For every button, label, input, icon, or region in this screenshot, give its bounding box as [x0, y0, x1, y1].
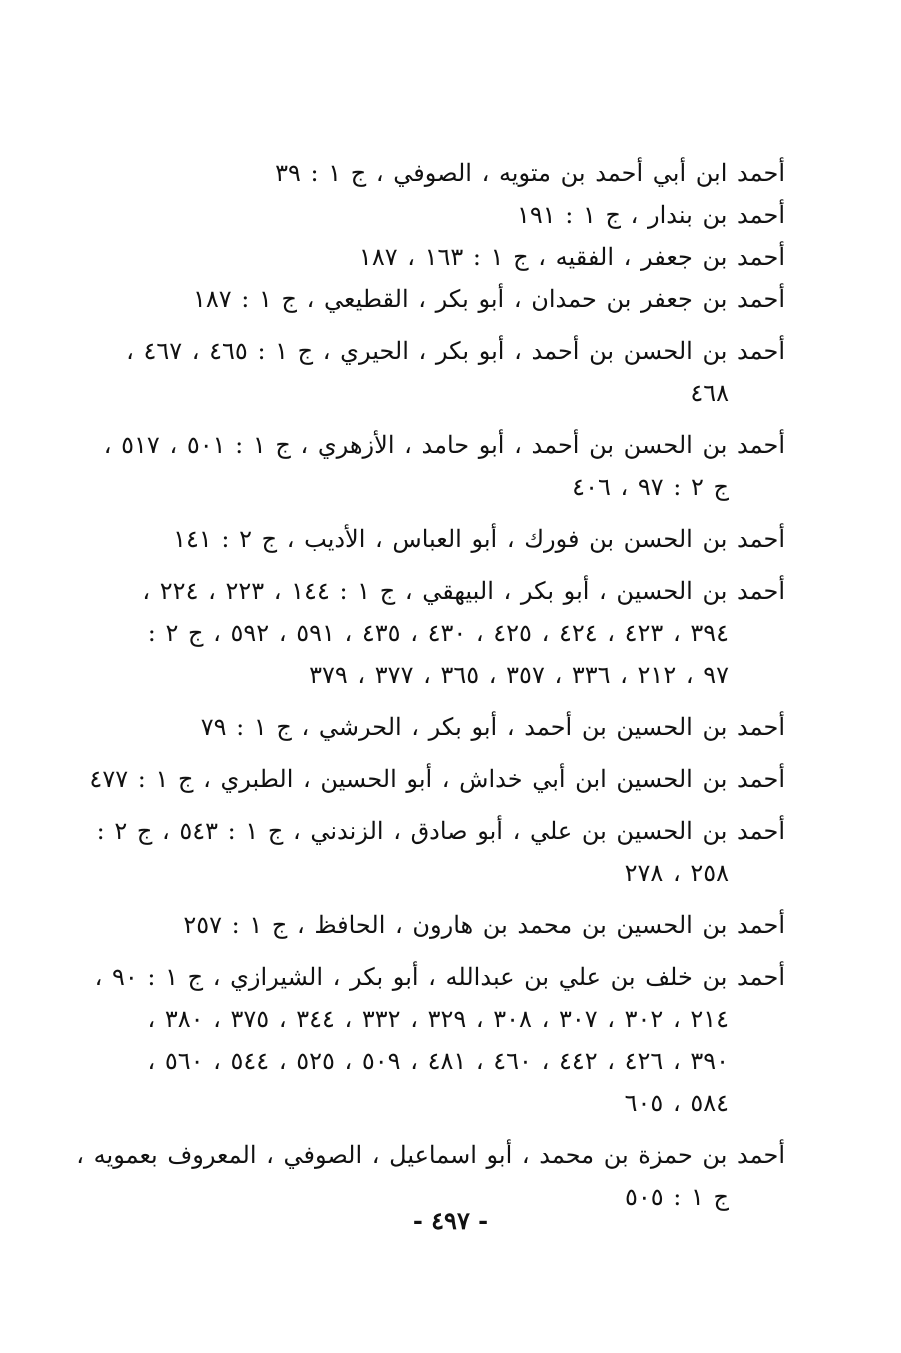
entry-heading-line: أحمد بن الحسين ، أبو بكر ، البيهقي ، ج ١ : ١٤٤ ، ٢٢٣ ، ٢٢٤ ،	[142, 577, 785, 605]
entry-continuation-line: ٢٥٨ ، ٢٧٨	[624, 859, 729, 887]
entry-continuation-line: ٣٩٠ ، ٤٢٦ ، ٤٤٢ ، ٤٦٠ ، ٤٨١ ، ٥٠٩ ، ٥٢٥ ، ٥٤٤ ، ٥٦٠ ،	[147, 1047, 729, 1075]
entry-continuation-line: ٤٦٨	[690, 379, 729, 407]
entry-continuation-line: ج ٢ : ٩٧ ، ٤٠٦	[572, 473, 729, 501]
entry-heading-line: أحمد بن خلف بن علي بن عبدالله ، أبو بكر ، الشيرازي ، ج ١ : ٩٠ ،	[94, 963, 785, 991]
entry-spacer	[130, 1124, 785, 1134]
entry-heading-line: أحمد بن جعفر بن حمدان ، أبو بكر ، القطيعي ، ج ١ : ١٨٧	[192, 285, 785, 313]
index-entry	[130, 904, 785, 946]
entry-heading-line: أحمد بن الحسن بن أحمد ، أبو بكر ، الحيري ، ج ١ : ٤٦٥ ، ٤٦٧ ،	[126, 337, 785, 365]
entry-heading-line: أحمد بن الحسن بن فورك ، أبو العباس ، الأديب ، ج ٢ : ١٤١	[173, 525, 785, 553]
entry-heading-line: أحمد بن الحسن بن أحمد ، أبو حامد ، الأزهري ، ج ١ : ٥٠١ ، ٥١٧ ،	[103, 431, 785, 459]
entry-spacer	[130, 320, 785, 330]
entry-spacer	[130, 508, 785, 518]
entry-continuation-line: ٣٩٤ ، ٤٢٣ ، ٤٢٤ ، ٤٢٥ ، ٤٣٠ ، ٤٣٥ ، ٥٩١ ، ٥٩٢ ، ج ٢ :	[147, 619, 729, 647]
entry-continuation-line: ٩٧ ، ٢١٢ ، ٣٣٦ ، ٣٥٧ ، ٣٦٥ ، ٣٧٧ ، ٣٧٩	[309, 661, 729, 689]
entry-spacer	[130, 894, 785, 904]
index-entry	[89, 758, 785, 800]
page-number: - ٤٩٧ -	[412, 1206, 489, 1235]
entry-continuation-line: ٥٨٤ ، ٦٠٥	[624, 1089, 729, 1117]
index-entry	[130, 194, 785, 236]
entry-heading-line: أحمد بن جعفر ، الفقيه ، ج ١ : ١٦٣ ، ١٨٧	[358, 243, 785, 271]
index-entry	[130, 236, 785, 278]
entry-heading-line: أحمد بن الحسين بن علي ، أبو صادق ، الزندني ، ج ١ : ٥٤٣ ، ج ٢ :	[96, 817, 785, 845]
entry-spacer	[130, 696, 785, 706]
entry-heading-line: أحمد بن حمزة بن محمد ، أبو اسماعيل ، الصوفي ، المعروف بعمويه ،	[76, 1141, 785, 1169]
entry-continuation-line: ج ١ : ٥٠٥	[624, 1183, 729, 1211]
index-entries	[76, 152, 785, 1228]
entry-spacer	[130, 748, 785, 758]
index-entry	[103, 424, 785, 508]
entry-spacer	[130, 560, 785, 570]
entry-continuation-line: ٢١٤ ، ٣٠٢ ، ٣٠٧ ، ٣٠٨ ، ٣٢٩ ، ٣٣٢ ، ٣٤٤ ، ٣٧٥ ، ٣٨٠ ،	[147, 1005, 729, 1033]
entry-spacer	[130, 800, 785, 810]
index-entry	[130, 518, 785, 560]
entry-spacer	[130, 946, 785, 956]
index-entry	[130, 278, 785, 320]
index-entry	[126, 330, 785, 414]
index-entry	[130, 152, 785, 194]
entry-heading-line: أحمد بن الحسين بن أحمد ، أبو بكر ، الحرشي ، ج ١ : ٧٩	[200, 713, 785, 741]
entry-heading-line: أحمد بن الحسين ابن أبي خداش ، أبو الحسين ، الطبري ، ج ١ : ٤٧٧	[89, 765, 785, 793]
entry-heading-line: أحمد بن بندار ، ج ١ : ١٩١	[517, 201, 785, 229]
index-entry	[96, 810, 785, 894]
entry-heading-line: أحمد ابن أبي أحمد بن متويه ، الصوفي ، ج ١ : ٣٩	[275, 159, 785, 187]
entry-heading-line: أحمد بن الحسين بن محمد بن هارون ، الحافظ ، ج ١ : ٢٥٧	[183, 911, 785, 939]
entry-spacer	[130, 414, 785, 424]
index-entry	[130, 570, 785, 696]
index-entry	[130, 706, 785, 748]
index-entry	[94, 956, 785, 1124]
